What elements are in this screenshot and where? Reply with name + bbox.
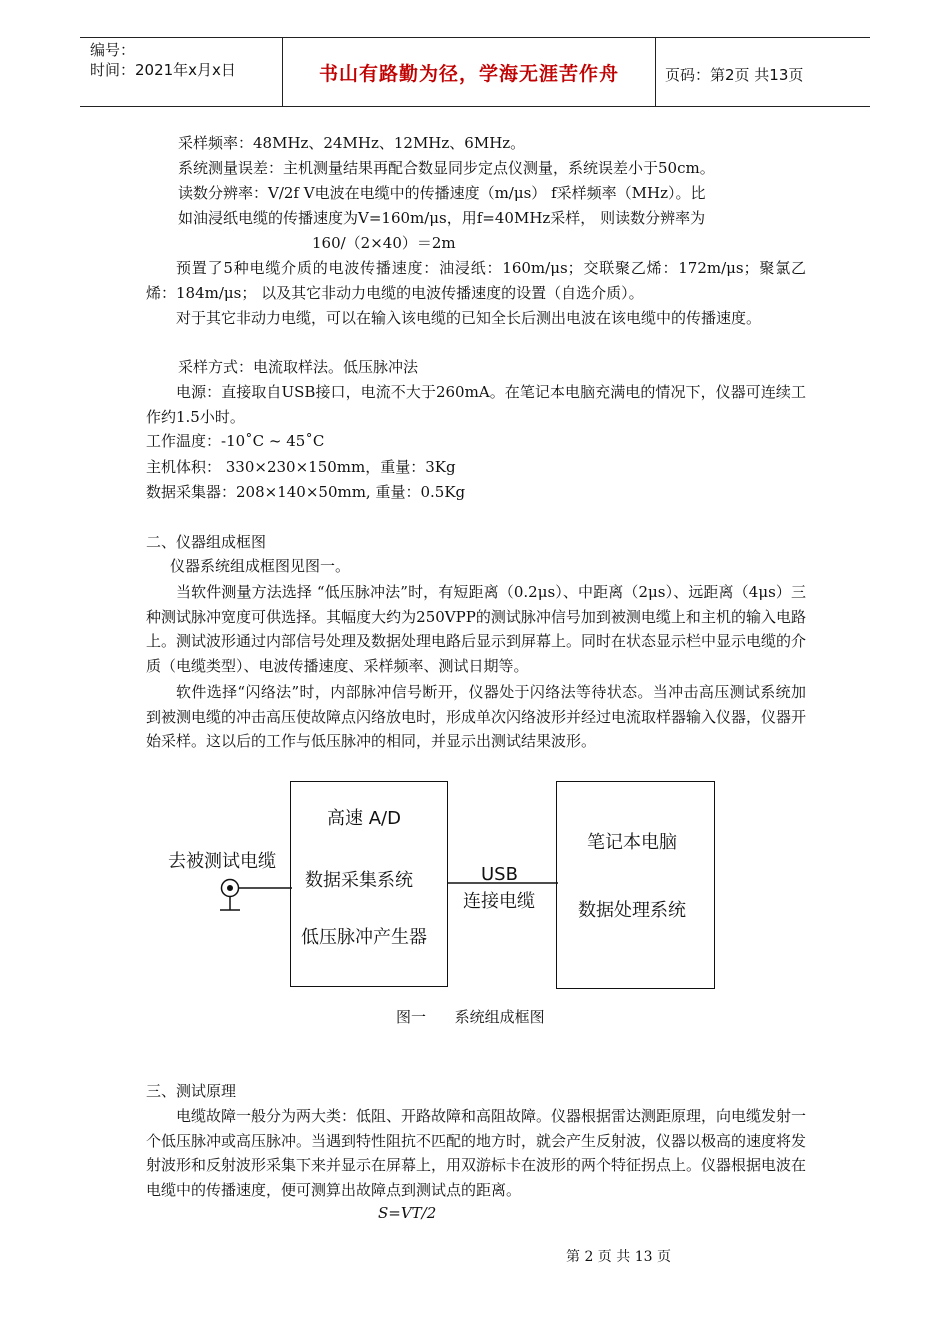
spec-resolution-example: 如油浸纸电缆的传播速度为V=160m/μs，用f=40MHz采样， 则读数分辨率为 — [178, 209, 706, 227]
spec-resolution: 读数分辨率：V/2f V电波在电缆中的传播速度（m/μs） f采样频率（MHz）。比 — [178, 184, 706, 202]
box2-line-1: 笔记本电脑 — [587, 832, 677, 853]
cable-label: 去被测试电缆 — [168, 851, 276, 872]
spec-host-size: 主机体积： 330×230×150mm，重量：3Kg — [146, 458, 456, 476]
header-meta — [80, 38, 282, 106]
section3-paragraph: 电缆故障一般分为两大类：低阻、开路故障和高阻故障。仪器根据雷达测距原理，向电缆发射一个低压脉冲或高压脉冲。当遇到特性阻抗不匹配的地方时，就会产生反射波，仪器以极高的速度将发射波形和反射波形采集下来并显示在屏幕上，用双游标卡在波形的两个特征拐点上。仪器根据电波在电缆中的传播速度，便可测算出故障点到测试点的距离。 — [146, 1107, 807, 1199]
spec-temp: 工作温度：-10˚C ~ 45˚C — [146, 432, 325, 450]
spec-power: 电源：直接取自USB接口，电流不大于260mA。在笔记本电脑充满电的情况下，仪器可连续工作约1.5小时。 — [146, 383, 806, 426]
box2-line-2: 数据处理系统 — [578, 900, 686, 921]
section-title: 二、仪器组成框图 — [146, 533, 267, 551]
box1-line-1: 高速 A/D — [327, 808, 401, 829]
code-label: 编号： — [90, 41, 136, 59]
date-label: 时间：2021年x月x日 — [90, 61, 236, 79]
spec-error: 系统测量误差：主机测量结果再配合数显同步定点仪测量，系统误差小于50cm。 — [178, 159, 715, 177]
distance-formula: S=VT/2 — [378, 1204, 437, 1222]
page-footer: 第 2 页 共 13 页 — [566, 1249, 671, 1265]
header-divider — [655, 38, 656, 106]
computer-box — [556, 781, 715, 989]
page-header — [80, 37, 870, 107]
spec-sampling: 采样频率：48MHz、24MHz、12MHz、6MHz。 — [178, 134, 526, 152]
spec-collector-size: 数据采集器：208×140×50mm, 重量：0.5Kg — [146, 483, 466, 501]
box1-line-2: 数据采集系统 — [305, 870, 413, 891]
spec-preset: 预置了5种电缆介质的电波传播速度：油浸纸：160m/μs；交联聚乙烯：172m/μs；聚氯乙烯：184m/μs； 以及其它非动力电缆的电波传播速度的设置（自选介质）。 — [146, 259, 806, 302]
link-label-usb: USB — [481, 864, 518, 885]
section2-paragraph-2: 软件选择“闪络法”时，内部脉冲信号断开，仪器处于闪络法等待状态。当冲击高压测试系统加到被测电缆的冲击高压使故障点闪络放电时，形成单次闪络波形并经过电流取样器输入仪器，仪器开始采样。这以后的工作与低压脉冲的相同，并显示出测试结果波形。 — [146, 683, 807, 751]
spec-resolution-formula: 160/（2×40）＝2m — [312, 234, 456, 252]
section2-paragraph-1: 当软件测量方法选择 “低压脉冲法”时，有短距离（0.2μs）、中距离（2μs）、远距离（4μs）三种测试脉冲宽度可供选择。其幅度大约为250VPP的测试脉冲信号加到被测电缆上和主机的输入电路上。测试波形通过内部信号处理及数据处理电路后显示到屏幕上。同时在状态显示栏中显示电缆的介质（电缆类型）、电波传播速度、采样频率、测试日期等。 — [146, 583, 807, 675]
section-intro: 仪器系统组成框图见图一。 — [170, 557, 351, 575]
diagram-caption: 图一 系统组成框图 — [396, 1008, 545, 1026]
box1-line-3: 低压脉冲产生器 — [301, 927, 427, 948]
spec-other-cable: 对于其它非动力电缆，可以在输入该电缆的已知全长后测出电波在该电缆中的传播速度。 — [176, 309, 762, 327]
page-label: 页码：第2页 共13页 — [665, 66, 804, 84]
section-title: 三、测试原理 — [146, 1082, 237, 1100]
link-label-cable: 连接电缆 — [463, 891, 535, 912]
header-motto: 书山有路勤为径，学海无涯苦作舟 — [318, 62, 619, 85]
spec-sampling-method: 采样方式：电流取样法。低压脉冲法 — [178, 358, 419, 376]
cable-connector-icon — [210, 870, 292, 922]
